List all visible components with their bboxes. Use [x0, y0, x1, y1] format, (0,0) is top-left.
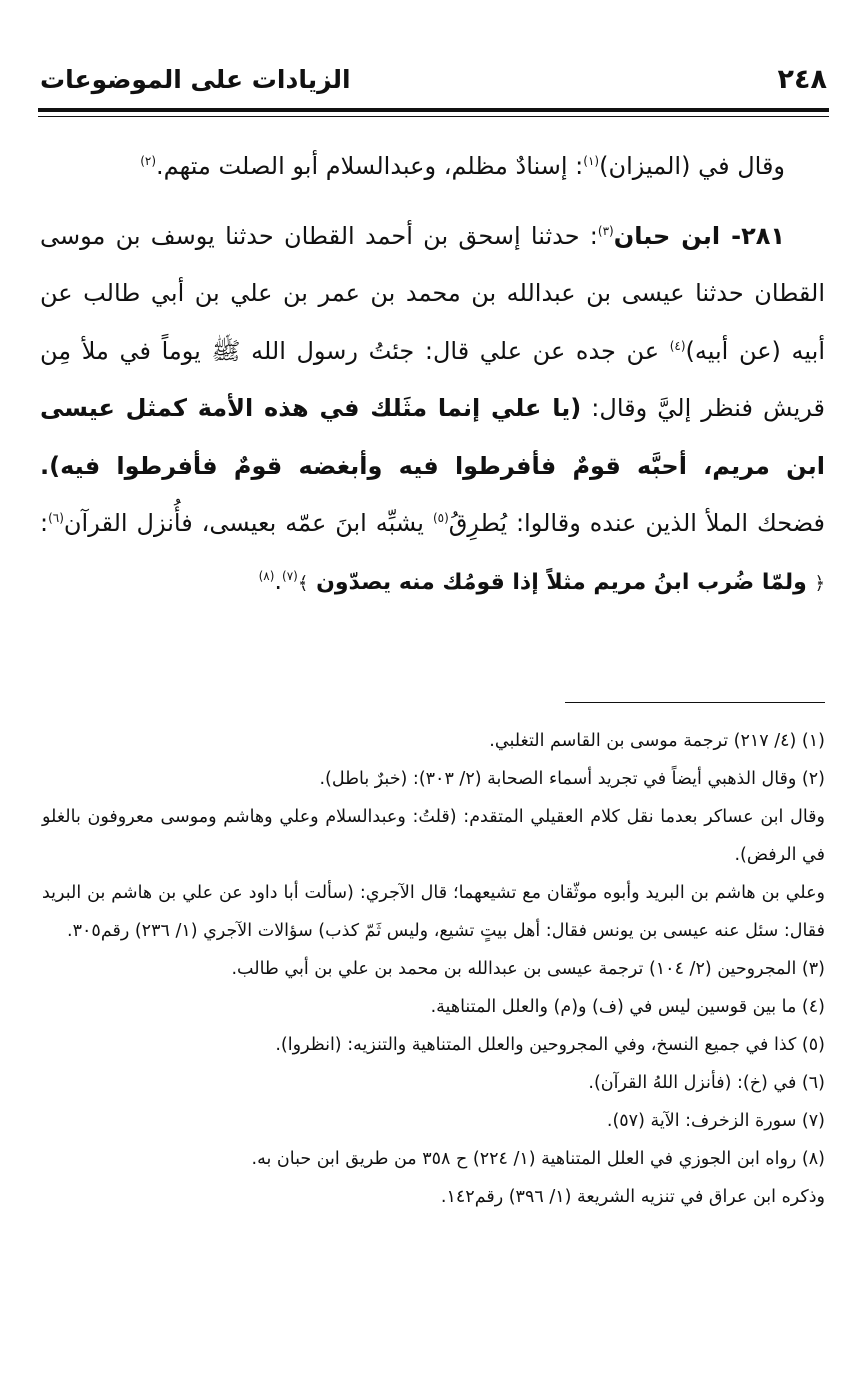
main-text: [40, 138, 825, 612]
header-rule-thick: [38, 108, 829, 112]
text-segment: : حدثنا إسحق بن أحمد القطان حدثنا يوسف بن موسى القطان حدثنا عيسى بن عبدالله بن محمد بن عمر بن علي بن أبي طالب عن أبيه (عن أبيه): [40, 221, 825, 365]
footnote-ref: (٧): [282, 568, 298, 583]
running-title: الزيادات على الموضوعات: [40, 64, 351, 94]
quran-verse: ولمّا ضُرب ابنُ مريم مثلاً إذا قومُك منه يصدّون: [308, 569, 815, 595]
footnote-2-continued: وعلي بن هاشم بن البريد وأبوه موثّقان مع تشيعهما؛ قال الآجري: (سألت أبا داود عن علي بن هاشم بن البريد فقال: سئل عنه عيسى بن يونس فقال: أهل بيتٍ تشيع، وليس ثَمّ كذب) سؤالات الآجري (١/ ٢٣٦) رقم٣٠٥.: [42, 883, 825, 941]
footnotes: [42, 722, 825, 1216]
text-segment: وقال في (الميزان): [599, 152, 785, 180]
footnote-7: (٧) سورة الزخرف: الآية (٥٧).: [606, 1111, 825, 1131]
footnote-ref: (٨): [258, 568, 275, 583]
footnote-2: (٢) وقال الذهبي أيضاً في تجريد أسماء الصحابة (٢/ ٣٠٣): (خبرٌ باطل).: [319, 769, 825, 789]
footnote-3: (٣) المجروحين (٢/ ١٠٤) ترجمة عيسى بن عبدالله بن محمد بن علي بن أبي طالب.: [231, 959, 825, 979]
hadith-text: (يا علي إنما مثَلك في هذه الأمة كمثل عيسى ابن مريم، أحبَّه قومٌ فأفرطوا فيه وأبغضه قومٌ فأفرطوا فيه).: [40, 394, 825, 480]
footnote-1: (١) (٤/ ٢١٧) ترجمة موسى بن القاسم التغلبي.: [489, 731, 825, 751]
header-rule-thin: [38, 116, 829, 117]
footnote-ref: (٥): [432, 511, 449, 525]
footnote-separator: [565, 702, 825, 703]
footnote-ref: (٤): [669, 338, 686, 353]
footnote-2-continued: وقال ابن عساكر بعدما نقل كلام العقيلي المتقدم: (قلتُ: وعبدالسلام وعلي وهاشم وموسى معروفون بالغلو في الرفض).: [42, 807, 825, 865]
text-segment: يشبِّه ابنَ عمّه بعيسى، فأُنزل القرآن: [63, 509, 433, 537]
quran-bracket-close: ﴾: [297, 572, 309, 594]
footnote-ref: (٣): [597, 223, 614, 238]
source-name: ابن حبان: [613, 221, 721, 250]
text-segment: عن جده عن علي قال: جئتُ رسول الله ﷺ يوماً في ملأ مِن قريش فنظر إليَّ وقال:: [40, 336, 825, 422]
text-segment: فضحك الملأ الذين عنده وقالوا: يُطرِقُ: [448, 509, 825, 537]
footnote-5: (٥) كذا في جميع النسخ، وفي المجروحين والعلل المتناهية والتنزيه: (انظروا).: [275, 1035, 825, 1055]
page-number: ٢٤٨: [777, 63, 827, 95]
footnote-ref: (٢): [140, 154, 157, 168]
footnote-ref: (١): [583, 154, 600, 168]
text-segment: : إسنادٌ مظلم، وعبدالسلام أبو الصلت متهم.: [156, 152, 584, 180]
footnote-8: (٨) رواه ابن الجوزي في العلل المتناهية (١/ ٢٢٤) ح ٣٥٨ من طريق ابن حبان به.: [251, 1149, 825, 1169]
footnote-6: (٦) في (خ): (فأنزل اللهُ القرآن).: [588, 1073, 825, 1093]
text-segment: :: [40, 509, 49, 537]
footnote-8-continued: وذكره ابن عراق في تنزيه الشريعة (١/ ٣٩٦) رقم١٤٢.: [440, 1187, 825, 1207]
page-header: [40, 56, 827, 102]
quran-bracket-open: ﴿: [814, 572, 825, 594]
text-segment: .: [274, 566, 283, 595]
hadith-number: ٢٨١-: [720, 221, 786, 250]
footnote-ref: (٦): [48, 511, 64, 525]
paragraph-hadith-281: [40, 208, 825, 613]
paragraph-mizan: [40, 138, 825, 196]
footnote-4: (٤) ما بين قوسين ليس في (ف) و(م) والعلل المتناهية.: [430, 997, 825, 1017]
